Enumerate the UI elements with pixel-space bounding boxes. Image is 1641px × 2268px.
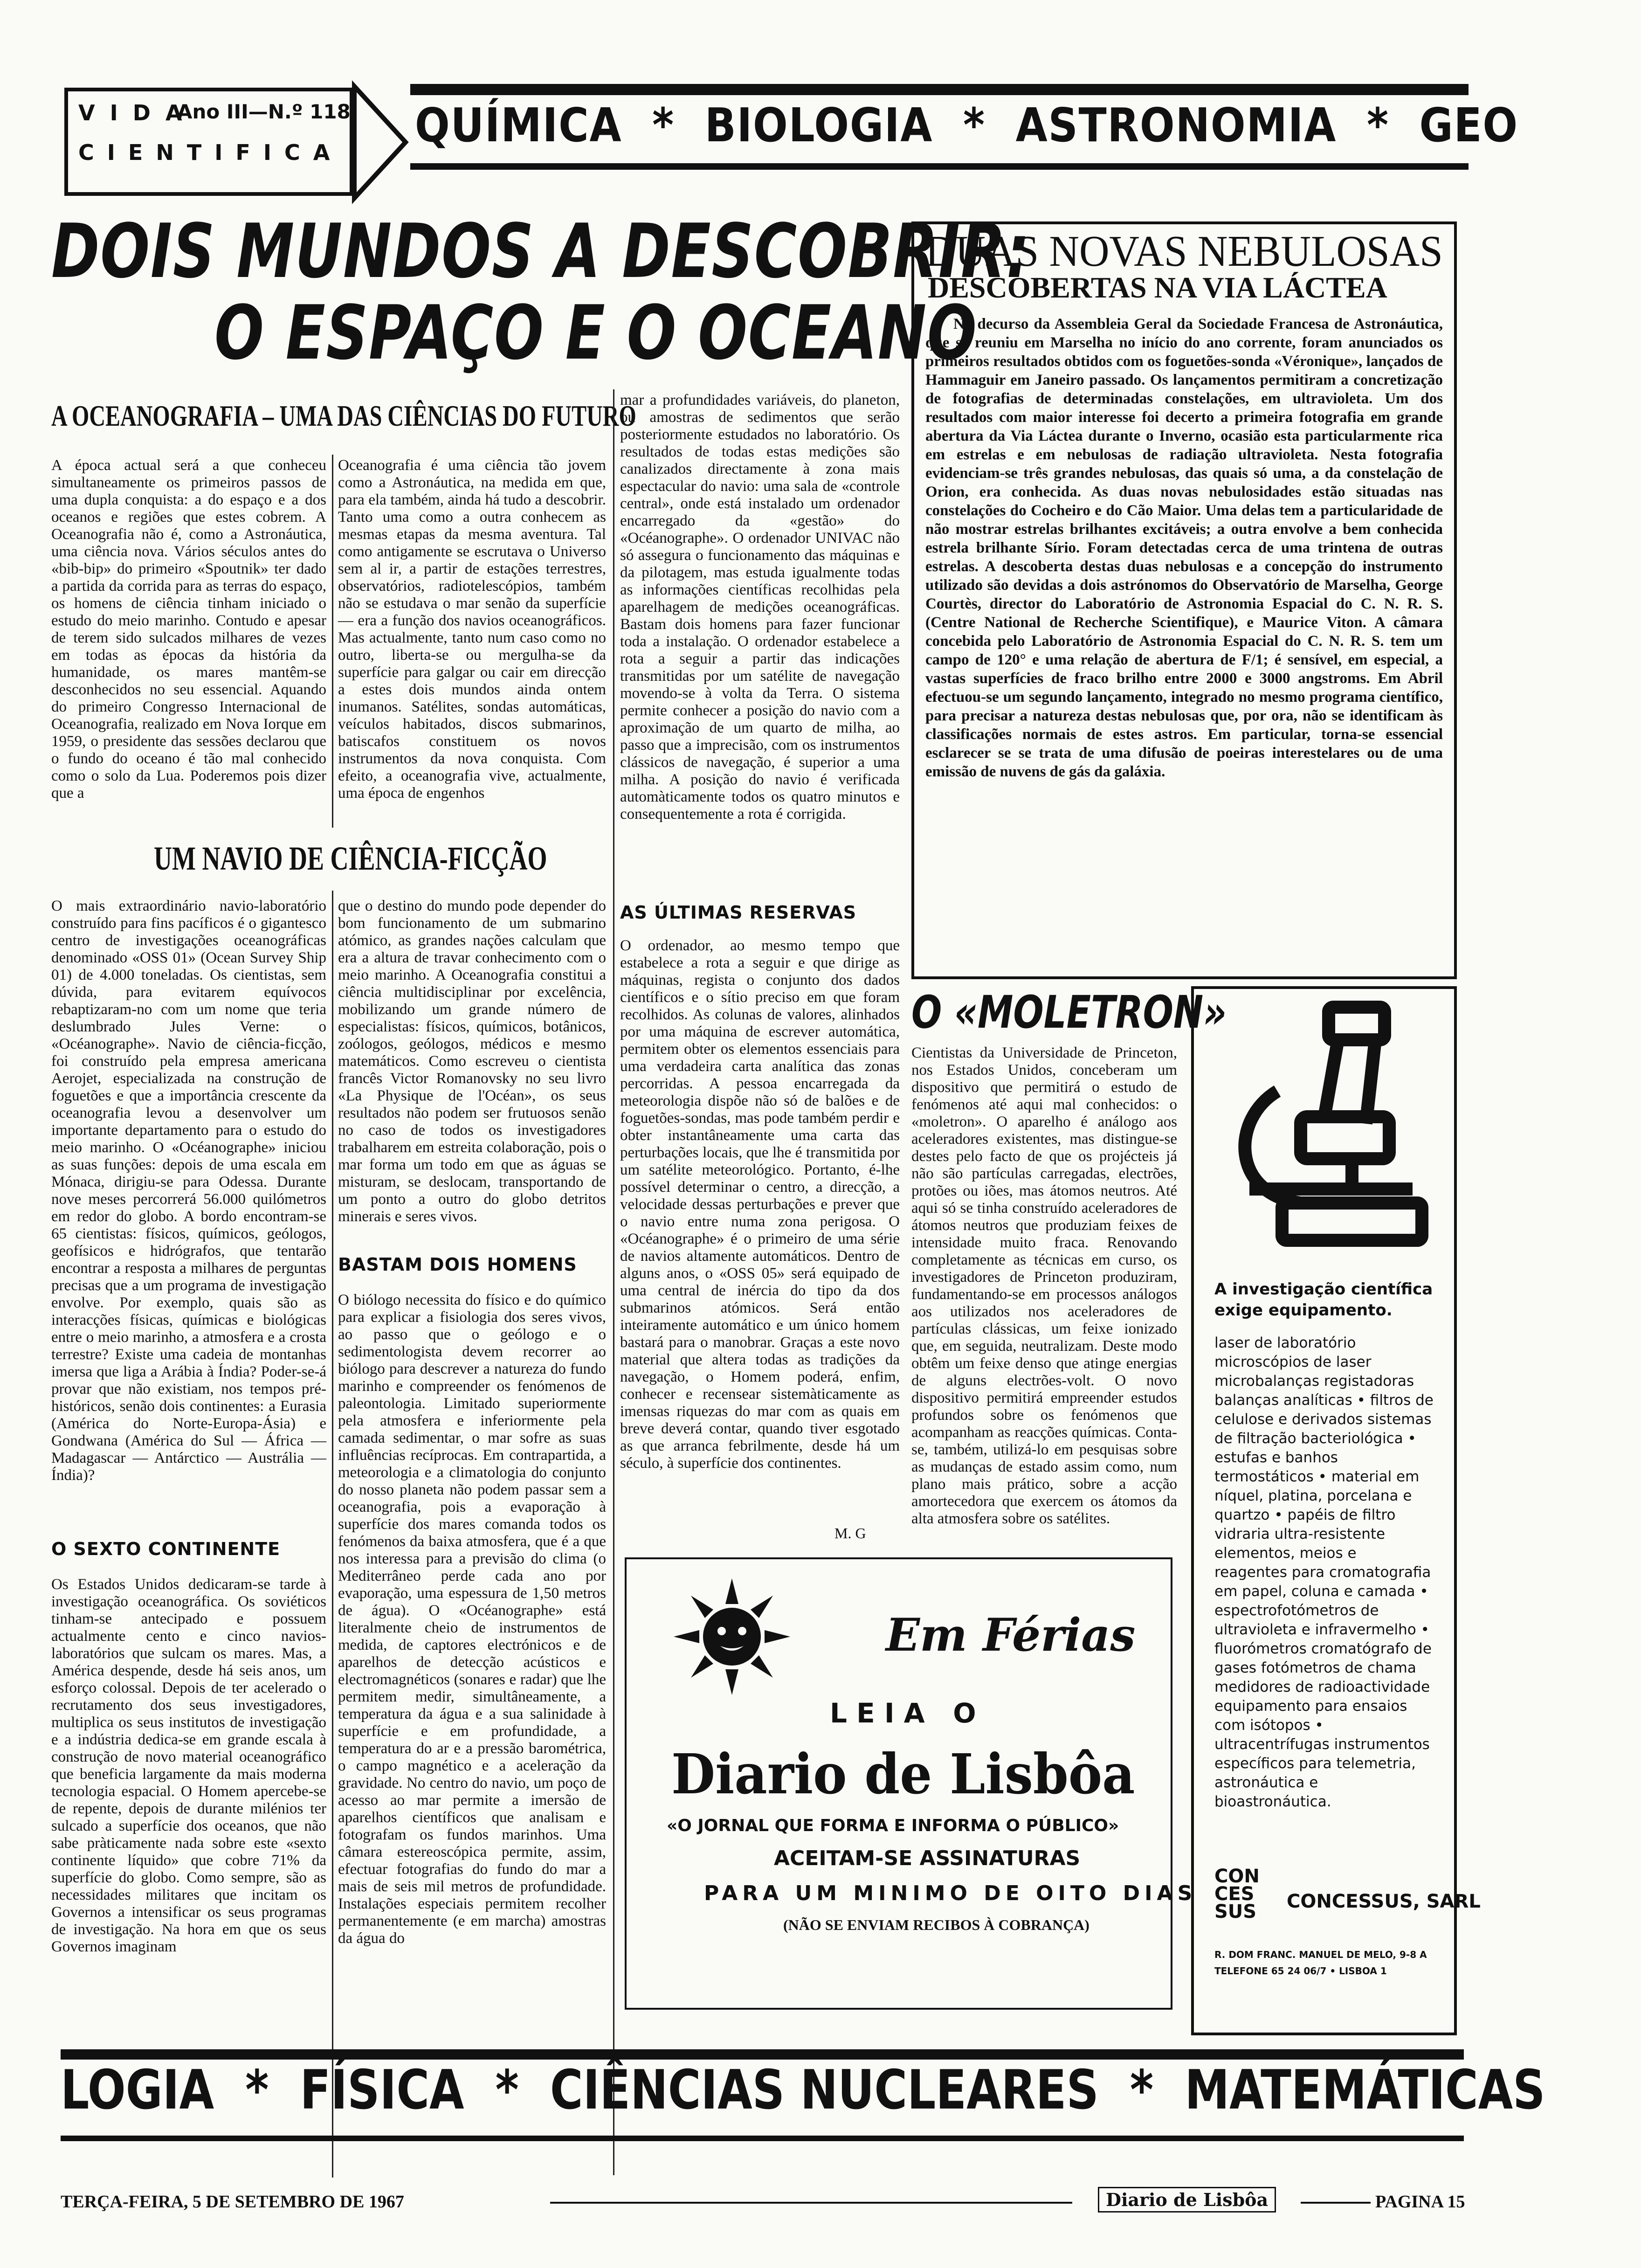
diario-assinaturas: ACEITAM-SE ASSINATURAS bbox=[774, 1846, 1081, 1870]
top-rule bbox=[410, 84, 1469, 95]
moletron-text: Cientistas da Universidade de Princeton, nos Estados Unidos, conceberam um dispositivo que permitirá o estudo de fenómenos até aqui mal conhecidos: o «moletron». O aparelho é análogo aos aceleradores existentes, mas distingue-se destes pelo facto de que os projécteis já não são partículas carregadas, electrões, protões ou iões, mas átomos neutros. Até aqui só se tinha construído aceleradores de átomos neutros que produziam feixes de intensidade muito fraca. Renovando completamente as técnicas em curso, os investigadores de Princeton produziram, fundamentando-se em processos análogos aos utilizados nos aceleradores de partículas clássicas, um feixe ionizado que, em seguida, neutralizam. Deste modo obtêm um feixe denso que atinge energias de alguns electrões-volt. O novo dispositivo permitirá empreender estudos profundos sobre os fenómenos que acompanham as reacções químicas. Conta-se, também, utilizá-lo em pesquisas sobre as mudanças de estado assim como, num plano mais prático, sobre a acção amortecedora que exercem os átomos da alta atmosfera sobre os satélites. bbox=[911, 1044, 1177, 1527]
sexto-text: Os Estados Unidos dedicaram-se tarde à investigação oceanográfica. Os soviéticos tinham-se antecipado e possuem actualmente cento e cinco navios-laboratórios que sulcam os mares. Mas, a América despende, desde há seis anos, um esforço colossal. Depois de ter acelerado o recrutamento dos seus investigadores, multiplica os seus institutos de investigação e a indústria dedica-se em grande escala à construção de novo material oceanográfico que beneficia largamente da mais moderna tecnologia espacial. O Homem apercebe-se de repente, depois de durante milénios ter sulcado a superfície dos oceanos, que não sabe pràticamente nada sobre este «sexto continente líquido» que cobre 71% da superfície do globo. Como sempre, são as necessidades militares que incitam os Governos a intensificar os seus programas de investigação. Na hora em que os seus Governos imaginam bbox=[51, 1576, 326, 1955]
topics-top: QUÍMICA * BIOLOGIA * ASTRONOMIA * GEO bbox=[415, 98, 1518, 152]
diario-note: (NÃO SE ENVIAM RECIBOS À COBRANÇA) bbox=[783, 1916, 1089, 1933]
masthead-issue: Ano III—N.º 118 bbox=[177, 100, 351, 123]
moletron-title: O «MOLETRON» bbox=[911, 986, 1227, 1038]
nebulosas-title1: DUAS NOVAS NEBULOSAS bbox=[925, 227, 1443, 276]
col-rule-b bbox=[332, 891, 333, 2178]
topics-bottom: LOGIA * FÍSICA * CIÊNCIAS NUCLEARES * MATEMÁTICAS bbox=[61, 2059, 1545, 2122]
masthead-cientifica: C I E N T I F I C A bbox=[78, 140, 333, 165]
col-rule-a bbox=[332, 455, 333, 828]
signature: M. G bbox=[834, 1525, 866, 1542]
concessus-address: R. DOM FRANC. MANUEL DE MELO, 9-8 A bbox=[1214, 1949, 1427, 1960]
leia-o: L E I A O bbox=[830, 1697, 976, 1729]
nebulosas-text: No decurso da Assembleia Geral da Sociedade Francesa de Astronáutica, que se reuniu em Marselha no início do ano corrente, foram anunciados os primeiros resultados obtidos com os foguetões-sonda «Véronique», lançados de Hammaguir em Janeiro passado. Os lançamentos permitiram a concretização de fotografias de determinadas constelações, em ultravioleta. Um dos resultados com maior interesse foi decerto a primeira fotografia em grande abertura da Via Láctea durante o Inverno, ocasião esta particularmente rica em estrelas e em nebulosas de radiação ultravioleta. Nesta fotografia evidenciam-se três grandes nebulosas, das quais só uma, a da constelação de Orion, era conhecida. As duas novas nebulosidades estão situadas nas constelações do Cocheiro e do Cão Maior. Uma delas tem a particularidade de não mostrar estrelas brilhantes excitáveis; a outra envolve a bem conhecida estrela brilhante Sírio. Foram detectadas cerca de uma trintena de outras estrelas. A descoberta destas duas nebulosas e a concepção do instrumento utilizado são devidas a dois astrónomos do Observatório de Marselha, George Courtès, director do Laboratório de Astronomia Espacial do C. N. R. S. (Centre National de Recherche Scientifique), e Maurice Viton. A câmara concebida pelo Laboratório de Astronomia Espacial do C. N. R. S. tem um campo de 120° e uma relação de abertura de F/1; é sensível, em especial, a vastas superfícies de fraco brilho entre 2000 e 3000 angstroms. Em Abril efectuou-se um segundo lançamento, integrado no mesmo programa científico, para precisar a natureza destas nebulosas que, por ora, não se identificam às classificações normais de estes astros. Em particular, torna-se essencial esclarecer se se trata de uma difusão de poeiras interestelares ou de uma emissão de nuvens de gás da galáxia. bbox=[925, 316, 1443, 780]
concessus-logo: CON CES SUS bbox=[1214, 1866, 1260, 1922]
headline-line1: DOIS MUNDOS A DESCOBRIR: bbox=[51, 207, 1030, 295]
concessus-headline1: A investigação científica bbox=[1214, 1280, 1433, 1299]
nebulosas-title2: DESCOBERTAS NA VIA LÁCTEA bbox=[928, 271, 1387, 304]
diario-tagline: «O JORNAL QUE FORMA E INFORMA O PÚBLICO» bbox=[667, 1816, 1119, 1835]
footer-page: PAGINA 15 bbox=[1375, 2192, 1465, 2212]
bastam-title: BASTAM DOIS HOMENS bbox=[338, 1254, 577, 1275]
headline-line2: O ESPAÇO E O OCEANO bbox=[214, 289, 978, 376]
masthead-arrow-icon bbox=[354, 86, 410, 198]
footer-date: TERÇA-FEIRA, 5 DE SETEMBRO DE 1967 bbox=[61, 2192, 404, 2212]
footer-line-right bbox=[1301, 2202, 1371, 2204]
top-rule-2 bbox=[410, 163, 1469, 170]
masthead-vida: V I D A bbox=[78, 100, 186, 125]
navio-col1: O mais extraordinário navio-laboratório construído para fins pacíficos é o gigantesco centro de investigações oceanográficas denominado «OSS 01» (Ocean Survey Ship 01) de 4.000 toneladas. Os cientistas, sem dúvida, para evitarem equívocos rebaptizaram-no com um nome que teria deslumbrado Jules Verne: o «Océanographe». Navio de ciência-ficção, foi construído pela empresa americana Aerojet, especializada na construção de foguetões e que a importância crescente da oceanografia levou a desenvolver um importante departamento para o estudo do meio marinho. O «Océanographe» iniciou as suas funções: depois de uma escala em Mónaca, dirigiu-se para Odessa. Durante nove meses percorrerá 56.000 quilómetros em redor do globo. A bordo encontram-se 65 cientistas: físicos, químicos, geólogos, geofísicos e hidrógrafos, que tentarão encontrar a resposta a milhares de perguntas precisas que a um programa de investigação envolve. Por exemplo, quais são as interacções físicas, químicas e biológicas entre o meio marinho, a atmosfera e a crosta terrestre? Existe uma cadeia de montanhas imersa que liga a Arábia à Índia? Poder-se-á provar que não existiam, nos tempos pré-históricos, senão dois continentes: a Eurasia (América do Norte-Europa-Ásia) e Gondwana (América do Sul — África — Madagascar — Antárctico — Austrália — Índia)? bbox=[51, 898, 326, 1484]
bottom-rule-1 bbox=[61, 2049, 1464, 2060]
em-ferias: Em Férias bbox=[886, 1609, 1136, 1661]
oceanografia-col2: Oceanografia é uma ciência tão jovem como a Astronáutica, na medida em que, para ela também, ainda há tudo a descobrir. Tanto uma como a outra conhecem as mesmas etapas da mesma aventura. Tal como antigamente se escrutava o Universo sem al ir, a partir de estações terrestres, observatórios, radiotelescópios, também não se estudava o mar senão da superfície — era a função dos navios oceanográficos. Mas actualmente, tanto num caso como no outro, liberta-se ou mergulha-se da superfície para galgar ou cair em direcção a estes dois mundos ainda ontem inumanos. Satélites, sondas automáticas, veículos habitados, discos submarinos, batiscafos constituem os novos instrumentos da nova conquista. Com efeito, a oceanografia vive, actualmente, uma época de engenhos bbox=[338, 457, 606, 802]
footer-line-left bbox=[550, 2202, 1072, 2204]
col3-top: mar a profundidades variáveis, do planeton, ou amostras de sedimentos que serão posteriormente estudados no laboratório. Os resultados de todas estas medições são canalizados directamente à zona mais espectacular do navio: uma sala de «controle central», onde está instalado um ordenador encarregado da «gestão» do «Océanographe». O ordenador UNIVAC não só assegura o funcionamento das máquinas e da pilotagem, mas estuda igualmente todas as informações científicas recolhidas pela aparelhagem de medições oceanográficas. Bastam dois homens para fazer funcionar toda a instalação. O ordenador estabelece a rota a seguir a partir das indicações transmitidas por um satélite de navegação movendo-se à volta da Terra. O sistema permite conhecer a posição do navio com a aproximação de um quarto de milha, ao passo que a imprecisão, com os instrumentos clássicos de navegação, é superior a uma milha. A posição do navio é verificada automàticamente todos os quatro minutos e consequentemente a rota é corrigida. bbox=[620, 392, 900, 823]
navio-col2: que o destino do mundo pode depender do bom funcionamento de um submarino atómico, as grandes nações calculam que era a altura de travar conhecimento com o meio marinho. A Oceanografia constitui a ciência multidisciplinar por excelência, mobilizando um grande número de especialistas: físicos, químicos, botânicos, zoólogos, geólogos, médicos e mesmo matemáticos. Como escreveu o cientista francês Victor Romanovsky no seu livro «La Physique de l'Océan», os seus resultados não podem ser frutuosos senão no caso de todos os investigadores trabalharem em estreita colaboração, pois o mar forma um todo em que as águas se misturam, se deslocam, transportando de um ponto a outro do globo detritos minerais e seres vivos. bbox=[338, 898, 606, 1225]
reservas-text: O ordenador, ao mesmo tempo que estabelece a rota a seguir e que dirige as máquinas, regista o conjunto dos dados científicos e o sítio preciso em que foram recolhidos. As colunas de valores, alinhados por uma máquina de escrever automática, permitem obter os elementos essenciais para uma verdadeira carta analítica das zonas percorridas. A pessoa encarregada da meteorologia dispõe não só de balões e de foguetões-sondas, mas pode também perdir e obter instantâneamente uma carta das perturbações locais, que lhe é transmitida por um satélite meteorológico. Portanto, é-lhe possível determinar o centro, a direcção, a velocidade dessas perturbações e prever que o navio entre numa zona perigosa. O «Océanographe» é o primeiro de uma série de navios altamente automáticos. Dentro de alguns anos, o «OSS 05» será equipado de uma central de inércia do tipo da dos submarinos atómicos. Será então inteiramente automático e um único homem bastará para o manobrar. Graças a este novo material que altera todas as tradições da navegação, o Homem poderá, enfim, conhecer e recensear sistemàticamente as imensas riquezas do mar com as quais em breve deverá contar, quando tiver esgotado as que arranca febrilmente, desde há um século, à superfície dos continentes. bbox=[620, 937, 900, 1472]
bottom-rule-2 bbox=[61, 2136, 1464, 2141]
concessus-company: CONCESSUS, SARL bbox=[1287, 1891, 1481, 1912]
bastam-text: O biólogo necessita do físico e do químico para explicar a fisiologia dos seres vivos, ao passo que o geólogo e o sedimentologista devem recorrer ao biólogo para descrever a natureza do fundo marinho e compreender os fenómenos de paleontologia. Limitado superiormente pela atmosfera e inferiormente pela camada sedimentar, o mar sofre as suas influências recíprocas. Em contrapartida, a meteorologia e a climatologia do conjunto do nosso planeta não podem passar sem a oceanografia, pois a evaporação à superfície dos mares comanda todos os fenómenos da baixa atmosfera, que é a que nos interessa para a previsão do clima (o Mediterrâneo perde cada ano por evaporação, uma espessura de 1,50 metros de água). O «Océanographe» está literalmente cheio de instrumentos de medida, de captores electrónicos e de aparelhos de detecção acústicos e electromagnéticos (sonares e radar) que lhe permitem medir, simultâneamente, a temperatura da água e a sua salinidade à superfície e em profundidade, a temperatura do ar e a pressão barométrica, o campo magnético e a aceleração da gravidade. No centro do navio, um poço de acesso ao mar permite a imersão de aparelhos científicos que analisam e fotografam os fundos marinhos. Uma câmara estereoscópica permite, assim, efectuar fotografias do fundo do mar a mais de seis mil metros de profundidade. Instalações especiais permitem recolher permanentemente (e em marcha) amostras da água do bbox=[338, 1292, 606, 1947]
sexto-title: O SEXTO CONTINENTE bbox=[51, 1539, 281, 1559]
diario-brand: Diario de Lisbôa bbox=[671, 1742, 1135, 1806]
col-rule-c bbox=[613, 389, 614, 2175]
diario-minimo: PARA UM MINIMO DE OITO DIAS bbox=[704, 1881, 1197, 1905]
oceanografia-col1: A época actual será a que conheceu simultaneamente os primeiros passos de uma dupla conquista: a do espaço e a dos oceanos e regiões que estes cobrem. A Oceanografia não é, como a Astronáutica, uma ciência nova. Vários séculos antes do «bib-bip» do primeiro «Spoutnik» ter dado a partida da corrida para as terras do espaço, os homens de ciência tinham iniciado o estudo do meio marinho. Contudo e apesar de terem sido sulcados milhares de vezes em todas as épocas da história da humanidade, os mares mantêm-se desconhecidos no seu essencial. Aquando do primeiro Congresso Internacional de Oceanografia, realizado em Nova Iorque em 1959, o presidente das sessões declarou que o fundo do oceano é tão mal conhecido como o solo da Lua. Poderemos pois dizer que a bbox=[51, 457, 326, 802]
concessus-headline2: exige equipamento. bbox=[1214, 1301, 1393, 1320]
sun-icon bbox=[671, 1576, 793, 1697]
reservas-title: AS ÚLTIMAS RESERVAS bbox=[620, 902, 857, 923]
navio-title: UM NAVIO DE CIÊNCIA-FICÇÃO bbox=[154, 840, 547, 877]
concessus-list: laser de laboratório microscópios de laser microbalanças registadoras balanças analíticas • filtros de celulose e derivados sistemas de filtração bacteriológica • estufas e banhos termostáticos • material em níquel, platina, porcelana e quartzo • papéis de filtro vidraria ultra-resistente elementos, meios e reagentes para cromatografia em papel, coluna e camada • espectrofotómetros de ultravioleta e infravermelho • fluorómetros cromatógrafo de gases fotómetros de chama medidores de radioactividade equipamento para ensaios com isótopos • ultracentrífugas instrumentos específicos para telemetria, astronáutica e bioastronáutica. bbox=[1214, 1335, 1434, 1810]
oceanografia-title: A OCEANOGRAFIA – UMA DAS CIÊNCIAS DO FUTURO bbox=[51, 399, 636, 432]
microscope-icon bbox=[1212, 998, 1436, 1259]
footer-brand: Diario de Lisbôa bbox=[1098, 2187, 1276, 2213]
concessus-phone: TELEFONE 65 24 06/7 • LISBOA 1 bbox=[1214, 1965, 1387, 1977]
